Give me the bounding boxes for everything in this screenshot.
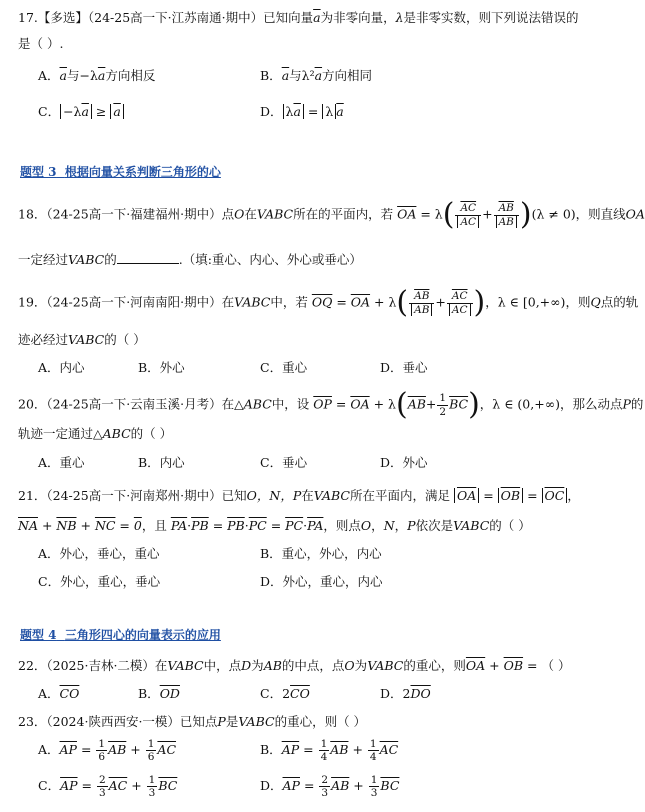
q22-line1: 22．（2025·吉林·二模）在VABC中，点D为AB的中点，点O为VABC的重心，则$\overline{OA} + \overline{OB}$ = （ ） (18, 658, 571, 673)
q19-option-a[interactable]: A．内心 (38, 360, 85, 375)
q21-option-a[interactable]: A．外心，垂心，重心 (38, 546, 160, 561)
q20-option-c[interactable]: C．垂心 (260, 455, 308, 470)
q21-line2: $\overline{NA} + \overline{NB} + \overline{NC} = 0$，且 $\overline{PA}\cdot\overline{PB} = \overline{PB}\cdot\overline{PC} = \overline{PC}\cdot\overline{PA}$，则点O，N，P依次是VABC的（ ） (18, 518, 531, 533)
q22-option-a[interactable]: A．$\overline{CO}$ (38, 686, 80, 701)
section-4-heading: 题型 4 三角形四心的向量表示的应用 (20, 628, 221, 642)
q17-option-b[interactable]: B．$\overline{a}$与$\lambda^2\overline{a}$方向相同 (260, 68, 373, 83)
q20-option-b[interactable]: B．内心 (138, 455, 185, 470)
q20-line1: 20．（24-25高一下·云南玉溪·月考）在△ABC中，设 $\overline{OP} = \overline{OA} + \lambda(\overline{AB}+$ $\frac{1}{2}$ $\overline{BC}$)，λ ∈ (0,+∞)，那么动点P的 (18, 387, 644, 422)
q22-option-b[interactable]: B．$\overline{OD}$ (138, 686, 180, 701)
q19-option-c[interactable]: C．重心 (260, 360, 308, 375)
q18-answer-blank[interactable] (117, 251, 179, 264)
q21-option-d[interactable]: D．外心，重心，内心 (260, 574, 383, 589)
q18-line2: 一定经过VABC的 .（填:重心、内心、外心或垂心） (18, 252, 362, 267)
q23-option-d[interactable]: D．$\overline{AP}$ = $\frac{2}{3}$ $\overline{AB}$ + $\frac{1}{3}$ $\overline{BC}$ (260, 774, 400, 800)
q17-option-d[interactable]: D． $\lambda\overline{a} = \lambda$ $\overline{a}$ (260, 104, 344, 119)
q19-option-b[interactable]: B．外心 (138, 360, 185, 375)
section-3-heading: 题型 3 根据向量关系判断三角形的心 (20, 165, 221, 179)
q18-line1: 18．（24-25高一下·福建福州·期中）点O在VABC所在的平面内，若 $\overline{OA} = \lambda$( $\frac{\overline{AC}}{AC}$ + $\frac{\overline{AB}}{AB}$ )(λ ≠ 0)，则直线OA (18, 197, 645, 232)
q17-line1: 17.【多选】（24-25高一下·江苏南通·期中）已知向量$\overline{a}$为非零向量，λ是非零实数，则下列说法错误的 (18, 10, 579, 25)
q19-line2: 迹必经过VABC的（ ） (18, 332, 146, 347)
q22-option-d[interactable]: D．$2\overline{DO}$ (380, 686, 431, 701)
q17-line2: 是（ ）. (18, 36, 64, 51)
q19-option-d[interactable]: D．垂心 (380, 360, 428, 375)
q21-option-b[interactable]: B．重心，外心，内心 (260, 546, 382, 561)
q20-option-a[interactable]: A．重心 (38, 455, 85, 470)
q23-option-c[interactable]: C．$\overline{AP}$ = $\frac{2}{3}$ $\overline{AC}$ + $\frac{1}{3}$ $\overline{BC}$ (38, 774, 178, 800)
q23-option-b[interactable]: B．$\overline{AP}$ = $\frac{1}{4}$ $\overline{AB}$ + $\frac{1}{4}$ $\overline{AC}$ (260, 738, 399, 764)
q20-line2: 轨迹一定通过△ABC的（ ） (18, 426, 173, 441)
q19-line1: 19．（24-25高一下·河南南阳·期中）在VABC中，若 $\overline{OQ} = \overline{OA} + \lambda$( $\frac{\overline{AB}}{AB}$ + $\frac{\overline{AC}}{AC}$ )，λ ∈ [0,+∞)，则Q点的轨 (18, 285, 639, 320)
q21-line1: 21．（24-25高一下·河南郑州·期中）已知O，N，P在VABC所在平面内，满足 $\overline{OA} = \overline{OB} = \overline{OC}$ ， (18, 488, 580, 503)
q23-option-a[interactable]: A．$\overline{AP}$ = $\frac{1}{6}$ $\overline{AB}$ + $\frac{1}{6}$ $\overline{AC}$ (38, 738, 177, 764)
q17-option-a[interactable]: A．$\overline{a}$与$-\lambda\overline{a}$方向相反 (38, 68, 156, 83)
q21-option-c[interactable]: C．外心，重心，垂心 (38, 574, 161, 589)
q20-option-d[interactable]: D．外心 (380, 455, 428, 470)
q17-option-c[interactable]: C． $-\lambda\overline{a} \ge \overline{a}$ (38, 102, 124, 120)
q22-option-c[interactable]: C．$2\overline{CO}$ (260, 686, 310, 701)
q23-line1: 23．（2024·陕西西安·一模）已知点P是VABC的重心，则（ ） (18, 714, 367, 729)
